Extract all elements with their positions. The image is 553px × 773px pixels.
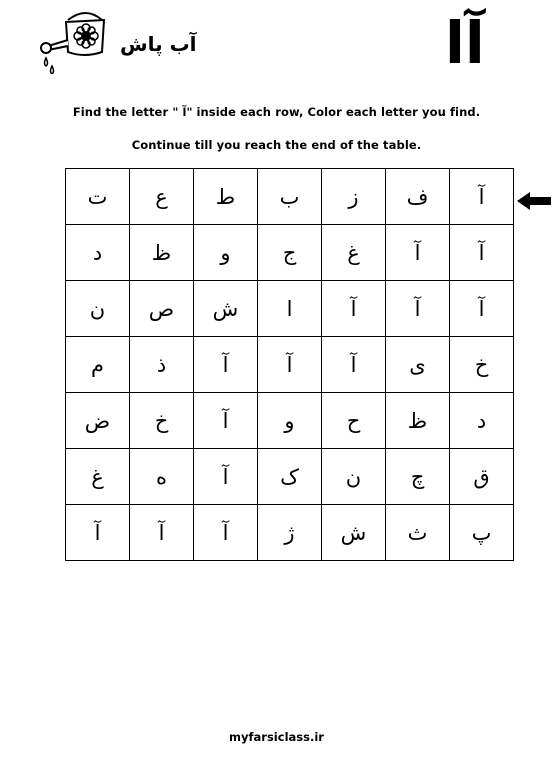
- table-row: [66, 281, 514, 337]
- grid-cell[interactable]: آ: [450, 225, 514, 281]
- table-row: [66, 225, 514, 281]
- grid-cell[interactable]: و: [258, 393, 322, 449]
- grid-cell[interactable]: ج: [258, 225, 322, 281]
- letter-grid: [65, 168, 514, 561]
- table-row: [66, 337, 514, 393]
- grid-cell[interactable]: پ: [450, 505, 514, 561]
- grid-cell[interactable]: ض: [66, 393, 130, 449]
- footer-site: myfarsiclass.ir: [229, 730, 324, 744]
- grid-cell[interactable]: خ: [450, 337, 514, 393]
- grid-cell[interactable]: آ: [386, 281, 450, 337]
- grid-cell[interactable]: آ: [386, 225, 450, 281]
- grid-cell[interactable]: خ: [130, 393, 194, 449]
- grid-cell[interactable]: ذ: [130, 337, 194, 393]
- grid-cell[interactable]: ط: [194, 169, 258, 225]
- word-label: آب پاش: [120, 32, 197, 56]
- grid-cell[interactable]: غ: [66, 449, 130, 505]
- grid-cell[interactable]: ب: [258, 169, 322, 225]
- grid-cell[interactable]: ف: [386, 169, 450, 225]
- grid-cell[interactable]: آ: [66, 505, 130, 561]
- table-row: [66, 505, 514, 561]
- grid-cell[interactable]: ش: [194, 281, 258, 337]
- grid-cell[interactable]: ژ: [258, 505, 322, 561]
- grid-cell[interactable]: ح: [322, 393, 386, 449]
- instruction-line-2: Continue till you reach the end of the table.: [131, 138, 422, 152]
- grid-cell[interactable]: ظ: [386, 393, 450, 449]
- instruction-line-1: Find the letter " آ" inside each row, Color each letter you find.: [72, 105, 481, 119]
- grid-cell[interactable]: آ: [194, 393, 258, 449]
- arrow-left-icon: [517, 191, 551, 211]
- grid-cell[interactable]: ق: [450, 449, 514, 505]
- grid-cell[interactable]: غ: [322, 225, 386, 281]
- grid-cell[interactable]: ی: [386, 337, 450, 393]
- grid-cell[interactable]: ع: [130, 169, 194, 225]
- grid-cell[interactable]: آ: [194, 337, 258, 393]
- grid-cell[interactable]: آ: [322, 337, 386, 393]
- grid-cell[interactable]: و: [194, 225, 258, 281]
- grid-cell[interactable]: ظ: [130, 225, 194, 281]
- grid-cell[interactable]: ک: [258, 449, 322, 505]
- grid-cell[interactable]: آ: [322, 281, 386, 337]
- grid-cell[interactable]: ث: [386, 505, 450, 561]
- grid-cell[interactable]: د: [66, 225, 130, 281]
- watering-can-icon: [38, 6, 110, 74]
- grid-cell[interactable]: چ: [386, 449, 450, 505]
- grid-cell[interactable]: آ: [130, 505, 194, 561]
- grid-cell[interactable]: آ: [194, 449, 258, 505]
- grid-cell[interactable]: ت: [66, 169, 130, 225]
- table-row: [66, 393, 514, 449]
- grid-cell[interactable]: ن: [66, 281, 130, 337]
- letter-title: آا: [445, 9, 485, 77]
- grid-cell[interactable]: آ: [450, 281, 514, 337]
- grid-cell[interactable]: آ: [258, 337, 322, 393]
- grid-cell[interactable]: ه: [130, 449, 194, 505]
- grid-cell[interactable]: ش: [322, 505, 386, 561]
- grid-cell[interactable]: ص: [130, 281, 194, 337]
- grid-cell[interactable]: م: [66, 337, 130, 393]
- grid-cell[interactable]: آ: [194, 505, 258, 561]
- grid-cell[interactable]: ز: [322, 169, 386, 225]
- grid-cell[interactable]: ا: [258, 281, 322, 337]
- table-row: [66, 169, 514, 225]
- table-row: [66, 449, 514, 505]
- grid-cell[interactable]: ن: [322, 449, 386, 505]
- grid-cell[interactable]: آ: [450, 169, 514, 225]
- grid-cell[interactable]: د: [450, 393, 514, 449]
